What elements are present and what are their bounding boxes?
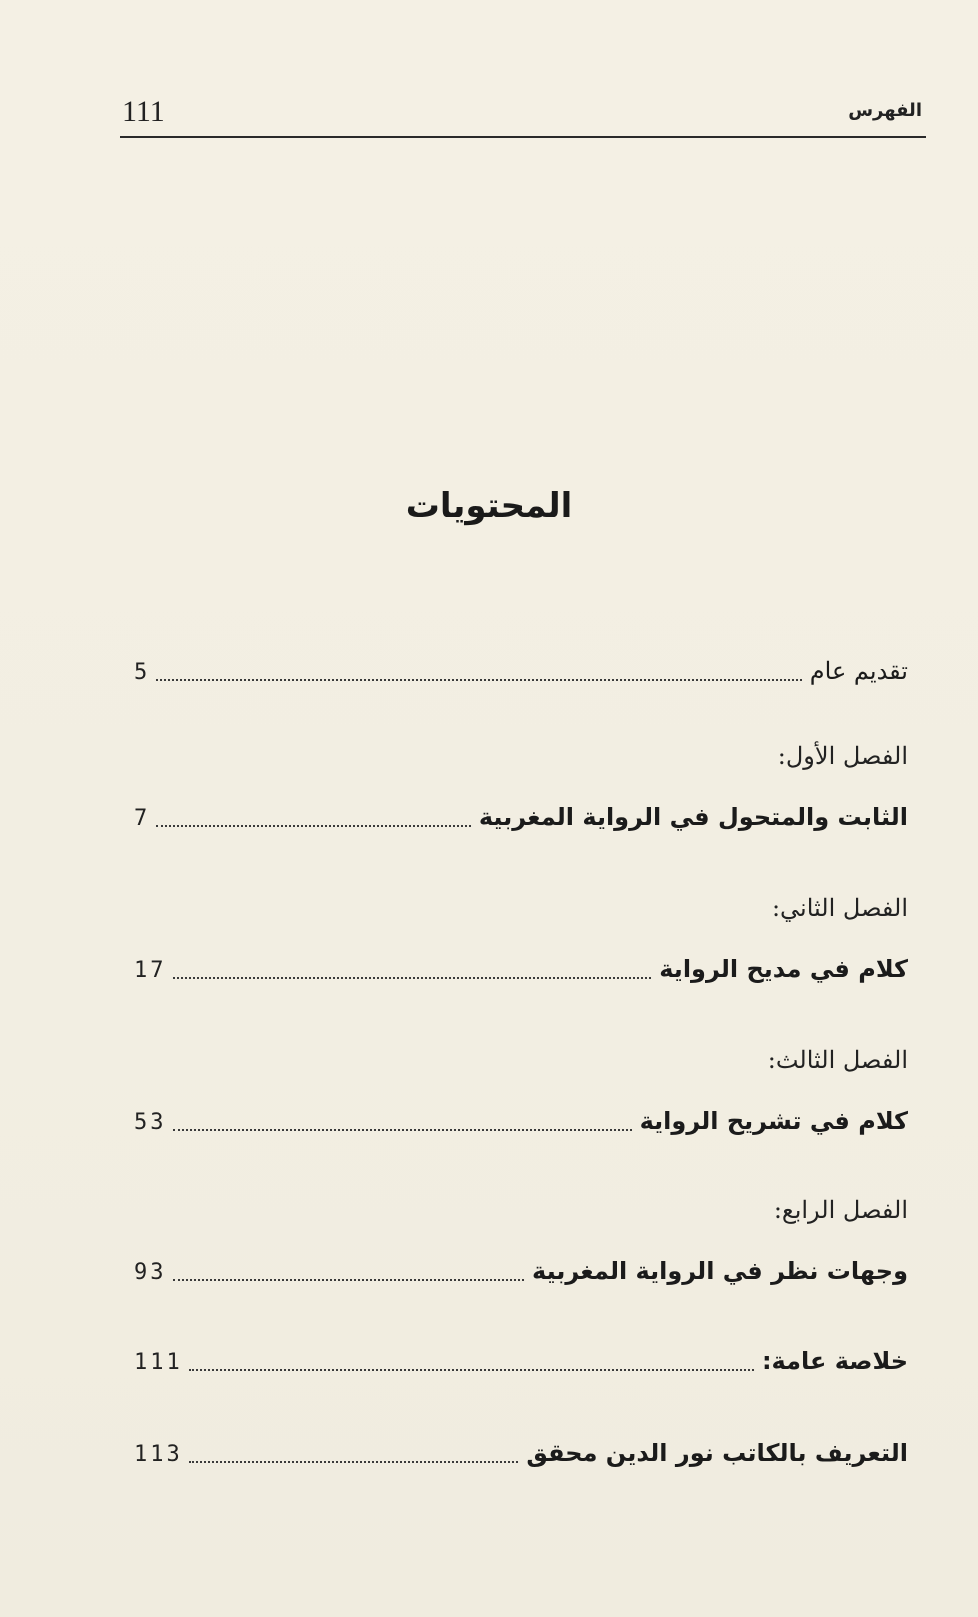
toc-entry-title: الثابت والمتحول في الرواية المغربية	[478, 803, 908, 831]
toc-entry	[134, 796, 908, 836]
dot-leader	[156, 824, 471, 827]
toc-title: المحتويات	[405, 486, 573, 526]
toc-entry-title: كلام في مديح الرواية	[659, 955, 908, 983]
chapter-label: الفصل الأول:	[777, 742, 908, 770]
toc-entry-title: كلام في تشريح الرواية	[639, 1107, 908, 1135]
toc-entry-page: 93	[134, 1260, 167, 1285]
dot-leader	[173, 1278, 525, 1281]
dot-leader	[156, 678, 802, 681]
toc-entry-page: 7	[134, 806, 151, 831]
toc-entry-page: 17	[134, 958, 167, 983]
running-title: الفهرس	[848, 100, 922, 121]
toc-entry	[134, 650, 908, 690]
chapter-label: الفصل الثاني:	[771, 894, 908, 922]
toc-entry	[134, 948, 908, 988]
toc-entry	[134, 1340, 908, 1380]
toc-entry-title: وجهات نظر في الرواية المغربية	[532, 1257, 908, 1285]
toc-entry-page: 53	[134, 1110, 167, 1135]
dot-leader	[173, 1128, 632, 1131]
dot-leader	[173, 976, 652, 979]
toc-entry-title: تقديم عام	[809, 657, 908, 685]
toc-entry-title: التعريف بالكاتب نور الدين محقق	[526, 1439, 908, 1467]
chapter-label: الفصل الثالث:	[767, 1046, 908, 1074]
toc-entry-title: خلاصة عامة:	[761, 1347, 908, 1375]
toc-entry	[134, 1100, 908, 1140]
dot-leader	[189, 1368, 754, 1371]
toc-entry-page: 111	[134, 1350, 183, 1375]
toc-entry-page: 5	[134, 660, 151, 685]
page-number: 111	[122, 95, 165, 128]
chapter-label: الفصل الرابع:	[773, 1196, 908, 1224]
dot-leader	[189, 1460, 519, 1463]
toc-entry	[134, 1432, 908, 1472]
running-header	[120, 94, 926, 138]
toc-entry-page: 113	[134, 1442, 183, 1467]
toc-entry	[134, 1250, 908, 1290]
